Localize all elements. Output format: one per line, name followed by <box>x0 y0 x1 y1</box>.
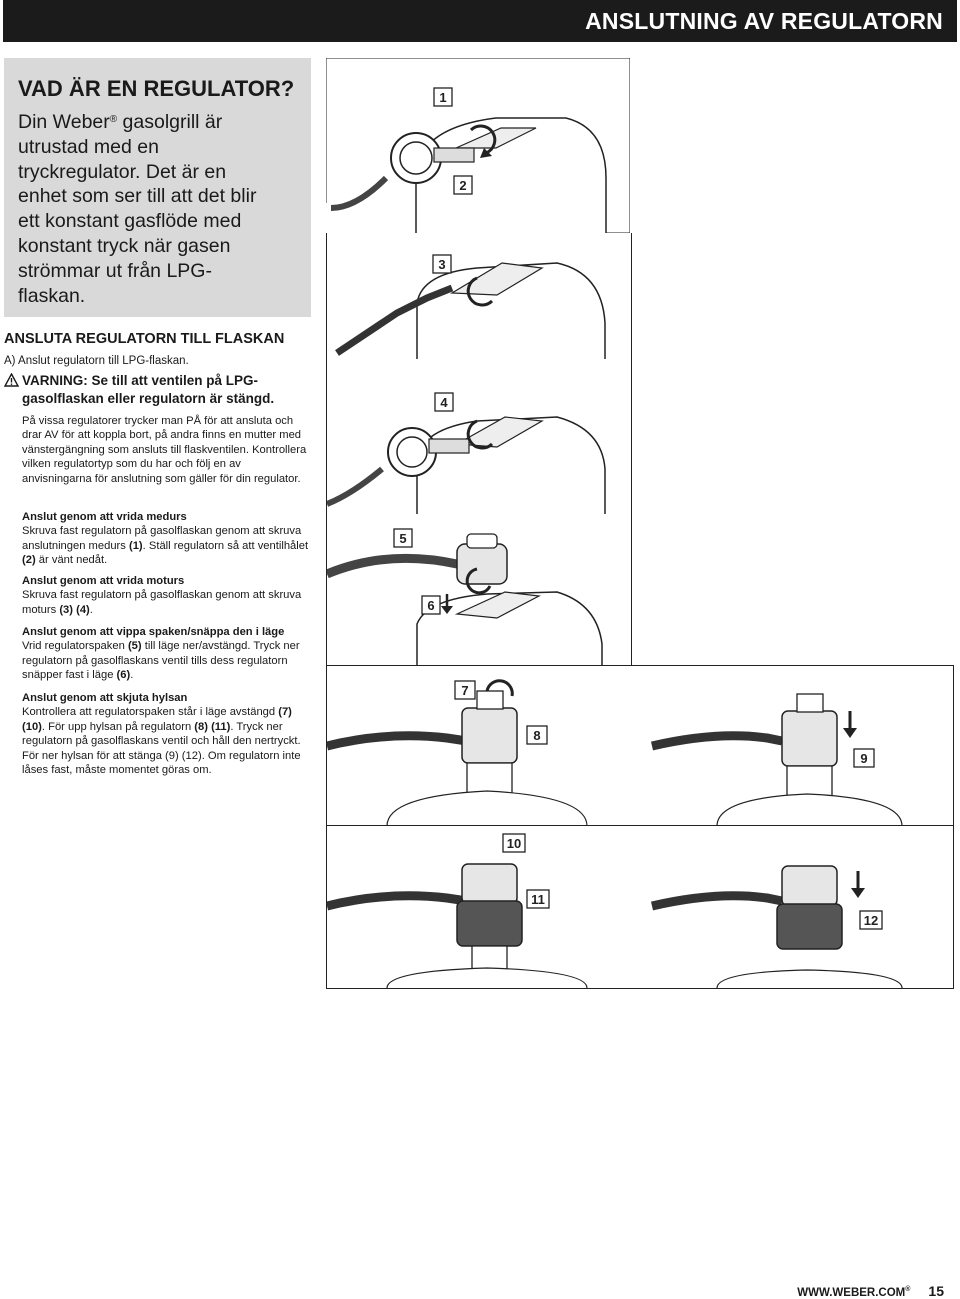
illustration-counterclockwise-4 <box>326 359 632 515</box>
illustration-clockwise <box>326 58 630 233</box>
method-slide-sleeve: Anslut genom att skjuta hylsan Kontrollera att regulatorspaken står i läge avstängd (7) (10). För upp hylsan på regulatorn (8) (11). Tryck ner regulatorn på gasolflaskans ventil och håll den nertryckt. För ner hylsan för att stänga (9) (12). Om regulatorn inte låses fast, måste momentet göras om. <box>22 692 301 777</box>
callout-2-label: 2 <box>459 178 467 193</box>
illustration-counterclockwise-3 <box>326 233 632 359</box>
method-counterclockwise: Anslut genom att vrida moturs Skruva fast regulatorn på gasolflaskan genom att skruva moturs (3) (4). <box>22 575 302 616</box>
intro-heading: VAD ÄR EN REGULATOR? <box>18 76 295 101</box>
footer-site: WWW.WEBER.COM <box>797 1287 906 1299</box>
page-footer: WWW.WEBER.COM® 15 <box>797 1283 944 1299</box>
warning-icon <box>4 373 19 387</box>
callout-11-label: 11 <box>531 892 545 907</box>
callout-3-label: 3 <box>438 257 446 272</box>
warning-title: VARNING: Se till att ventilen på LPG- <box>22 373 259 388</box>
warning <box>4 372 319 408</box>
callout-1-label: 1 <box>439 90 447 105</box>
page-number: 15 <box>928 1283 944 1299</box>
callout-12-label: 12 <box>863 913 879 928</box>
intro-box <box>4 58 311 317</box>
illustration-lever-snap <box>326 514 632 666</box>
intro-text: Din Weber® gasolgrill är utrustad med en tryckregulator. Det är en enhet som ser till att det blir ett konstant gasflöde med konstant tryck när gasen strömmar ut från LPG-flaskan. <box>18 111 257 307</box>
callout-9-label: 9 <box>860 751 868 766</box>
callout-6-label: 6 <box>427 598 435 613</box>
illustration-sleeve-closed <box>326 825 954 989</box>
callout-5-label: 5 <box>399 531 407 546</box>
step-a: A) Anslut regulatorn till LPG-flaskan. <box>4 355 189 367</box>
page-title: ANSLUTNING AV REGULATORN <box>585 8 943 34</box>
warning-continued: gasolflaskan eller regulatorn är stängd. <box>22 391 275 406</box>
page-header <box>3 0 957 42</box>
callout-8-label: 8 <box>533 728 541 743</box>
callout-7-label: 7 <box>461 683 469 698</box>
callout-10-label: 10 <box>506 836 522 851</box>
callout-4-label: 4 <box>440 395 448 410</box>
method-clockwise: Anslut genom att vrida medurs Skruva fast regulatorn på gasolflaskan genom att skruva anslutningen medurs (1). Ställ regulatorn så att ventilhålet (2) är vänt nedåt. <box>22 511 309 567</box>
method-lever-snap: Anslut genom att vippa spaken/snäppa den i läge Vrid regulatorspaken (5) till läge ner/avstängd. Tryck ner regulatorn på gasolflaskans ventil tills dess regulatorn snäpper fast i läge (6). <box>22 626 300 682</box>
info-paragraph: På vissa regulatorer trycker man PÅ för att ansluta och drar AV för att koppla bort, på andra finns en mutter med vänstergängning som ansluts till flaskventilen. Kontrollera vilken regulatortyp som du har och följ en av anvisningarna för anslutning som gäller för din regulator. <box>22 415 307 485</box>
illustration-sleeve-open <box>326 665 954 827</box>
section-heading: ANSLUTA REGULATORN TILL FLASKAN <box>4 331 285 347</box>
